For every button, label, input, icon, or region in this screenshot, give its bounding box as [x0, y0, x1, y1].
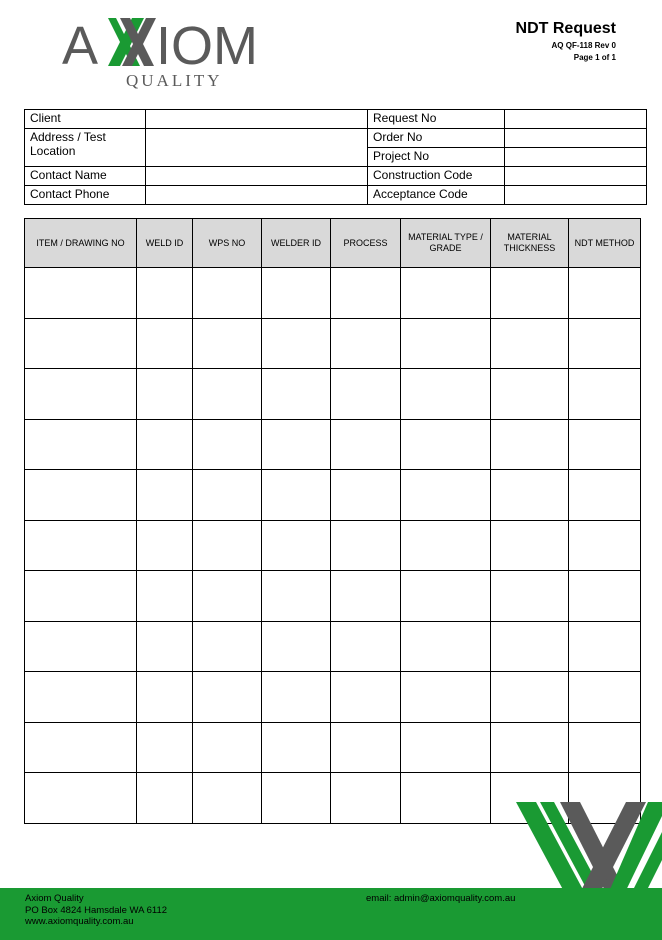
- footer-email[interactable]: email: admin@axiomquality.com.au: [366, 893, 516, 904]
- project-no-field[interactable]: [505, 148, 647, 167]
- table-cell[interactable]: [193, 369, 262, 420]
- table-cell[interactable]: [137, 470, 193, 521]
- table-cell[interactable]: [401, 621, 491, 672]
- svg-text:IOM: IOM: [156, 16, 258, 76]
- table-cell[interactable]: [491, 419, 569, 470]
- table-cell[interactable]: [569, 268, 641, 319]
- acceptance-code-label: Acceptance Code: [368, 186, 505, 205]
- table-cell[interactable]: [193, 773, 262, 824]
- table-cell[interactable]: [193, 722, 262, 773]
- table-cell[interactable]: [137, 672, 193, 723]
- column-header: MATERIAL TYPE / GRADE: [401, 219, 491, 268]
- address-field[interactable]: [146, 129, 368, 167]
- table-cell[interactable]: [569, 419, 641, 470]
- svg-text:A: A: [62, 16, 99, 76]
- table-cell[interactable]: [491, 672, 569, 723]
- table-row: [25, 672, 641, 723]
- table-row: [25, 369, 641, 420]
- table-cell[interactable]: [25, 571, 137, 622]
- table-cell[interactable]: [401, 722, 491, 773]
- table-cell[interactable]: [25, 520, 137, 571]
- table-cell[interactable]: [262, 318, 331, 369]
- weld-items-table: [24, 218, 641, 824]
- table-cell[interactable]: [193, 318, 262, 369]
- table-cell[interactable]: [137, 571, 193, 622]
- request-info-table: [24, 109, 647, 205]
- table-cell[interactable]: [569, 571, 641, 622]
- axiom-quality-logo: [60, 12, 300, 92]
- page-number: Page 1 of 1: [573, 53, 616, 62]
- table-cell[interactable]: [25, 722, 137, 773]
- table-cell[interactable]: [25, 621, 137, 672]
- table-cell[interactable]: [401, 470, 491, 521]
- table-cell[interactable]: [491, 369, 569, 420]
- table-cell[interactable]: [25, 470, 137, 521]
- table-cell[interactable]: [331, 722, 401, 773]
- table-cell[interactable]: [262, 571, 331, 622]
- table-cell[interactable]: [569, 520, 641, 571]
- table-cell[interactable]: [193, 621, 262, 672]
- table-cell[interactable]: [137, 318, 193, 369]
- table-body: [25, 268, 641, 824]
- table-cell[interactable]: [262, 419, 331, 470]
- table-header-row: [25, 219, 641, 268]
- client-field[interactable]: [146, 110, 368, 129]
- table-row: [25, 621, 641, 672]
- table-cell[interactable]: [491, 722, 569, 773]
- table-cell[interactable]: [401, 419, 491, 470]
- request-no-label: Request No: [368, 110, 505, 129]
- address-label: Address / Test Location: [25, 129, 146, 167]
- table-cell[interactable]: [569, 318, 641, 369]
- column-header: WELD ID: [137, 219, 193, 268]
- table-cell[interactable]: [491, 318, 569, 369]
- table-row: [25, 571, 641, 622]
- table-cell[interactable]: [193, 672, 262, 723]
- document-meta: [552, 40, 616, 64]
- table-cell[interactable]: [25, 369, 137, 420]
- table-cell[interactable]: [401, 571, 491, 622]
- construction-code-field[interactable]: [505, 167, 647, 186]
- table-cell[interactable]: [401, 672, 491, 723]
- footer-website[interactable]: www.axiomquality.com.au: [25, 916, 134, 927]
- column-header: PROCESS: [331, 219, 401, 268]
- table-cell[interactable]: [401, 773, 491, 824]
- order-no-field[interactable]: [505, 129, 647, 148]
- contact-phone-field[interactable]: [146, 186, 368, 205]
- table-cell[interactable]: [262, 773, 331, 824]
- table-cell[interactable]: [331, 571, 401, 622]
- request-no-field[interactable]: [505, 110, 647, 129]
- table-cell[interactable]: [25, 672, 137, 723]
- acceptance-code-field[interactable]: [505, 186, 647, 205]
- table-cell[interactable]: [137, 621, 193, 672]
- table-cell[interactable]: [193, 470, 262, 521]
- contact-name-label: Contact Name: [25, 167, 146, 186]
- column-header: WPS NO: [193, 219, 262, 268]
- table-cell[interactable]: [137, 722, 193, 773]
- table-cell[interactable]: [262, 268, 331, 319]
- project-no-label: Project No: [368, 148, 505, 167]
- footer-contact: [25, 893, 167, 928]
- table-cell[interactable]: [137, 520, 193, 571]
- table-cell[interactable]: [331, 268, 401, 319]
- table-cell[interactable]: [569, 470, 641, 521]
- table-cell[interactable]: [262, 672, 331, 723]
- table-cell[interactable]: [569, 369, 641, 420]
- client-label: Client: [25, 110, 146, 129]
- table-cell[interactable]: [137, 268, 193, 319]
- footer-address: PO Box 4824 Hamsdale WA 6112: [25, 904, 168, 916]
- table-cell[interactable]: [193, 520, 262, 571]
- table-row: [25, 318, 641, 369]
- table-cell[interactable]: [569, 722, 641, 773]
- construction-code-label: Construction Code: [368, 167, 505, 186]
- table-cell[interactable]: [491, 470, 569, 521]
- table-cell[interactable]: [25, 268, 137, 319]
- table-cell[interactable]: [25, 773, 137, 824]
- table-cell[interactable]: [491, 571, 569, 622]
- table-cell[interactable]: [331, 419, 401, 470]
- table-cell[interactable]: [137, 369, 193, 420]
- table-cell[interactable]: [262, 470, 331, 521]
- table-cell[interactable]: [262, 621, 331, 672]
- table-row: [25, 419, 641, 470]
- table-cell[interactable]: [262, 722, 331, 773]
- contact-phone-label: Contact Phone: [25, 186, 146, 205]
- column-header: MATERIAL THICKNESS: [491, 219, 569, 268]
- table-cell[interactable]: [569, 621, 641, 672]
- table-cell[interactable]: [401, 369, 491, 420]
- column-header: ITEM / DRAWING NO: [25, 219, 137, 268]
- table-cell[interactable]: [331, 773, 401, 824]
- table-row: [25, 268, 641, 319]
- order-no-label: Order No: [368, 129, 505, 148]
- table-cell[interactable]: [331, 621, 401, 672]
- table-cell[interactable]: [193, 419, 262, 470]
- table-cell[interactable]: [491, 268, 569, 319]
- table-cell[interactable]: [401, 520, 491, 571]
- table-cell[interactable]: [193, 268, 262, 319]
- table-cell[interactable]: [25, 419, 137, 470]
- table-cell[interactable]: [491, 520, 569, 571]
- table-cell[interactable]: [331, 369, 401, 420]
- table-cell[interactable]: [193, 571, 262, 622]
- table-row: [25, 520, 641, 571]
- table-cell[interactable]: [137, 773, 193, 824]
- table-row: [25, 470, 641, 521]
- column-header: WELDER ID: [262, 219, 331, 268]
- table-cell[interactable]: [491, 621, 569, 672]
- table-cell[interactable]: [262, 520, 331, 571]
- table-cell[interactable]: [331, 318, 401, 369]
- table-cell[interactable]: [331, 470, 401, 521]
- document-code: AQ QF-118 Rev 0: [551, 41, 616, 50]
- table-row: [25, 722, 641, 773]
- table-cell[interactable]: [401, 318, 491, 369]
- table-cell[interactable]: [331, 520, 401, 571]
- logo-x-mark: [100, 18, 156, 66]
- footer-company: Axiom Quality: [25, 893, 84, 904]
- table-cell[interactable]: [401, 268, 491, 319]
- table-cell[interactable]: [569, 672, 641, 723]
- document-title: NDT Request: [515, 20, 616, 37]
- table-cell[interactable]: [331, 672, 401, 723]
- table-cell[interactable]: [262, 369, 331, 420]
- table-cell[interactable]: [25, 318, 137, 369]
- table-cell[interactable]: [137, 419, 193, 470]
- svg-text:QUALITY: QUALITY: [126, 71, 223, 90]
- column-header: NDT METHOD: [569, 219, 641, 268]
- contact-name-field[interactable]: [146, 167, 368, 186]
